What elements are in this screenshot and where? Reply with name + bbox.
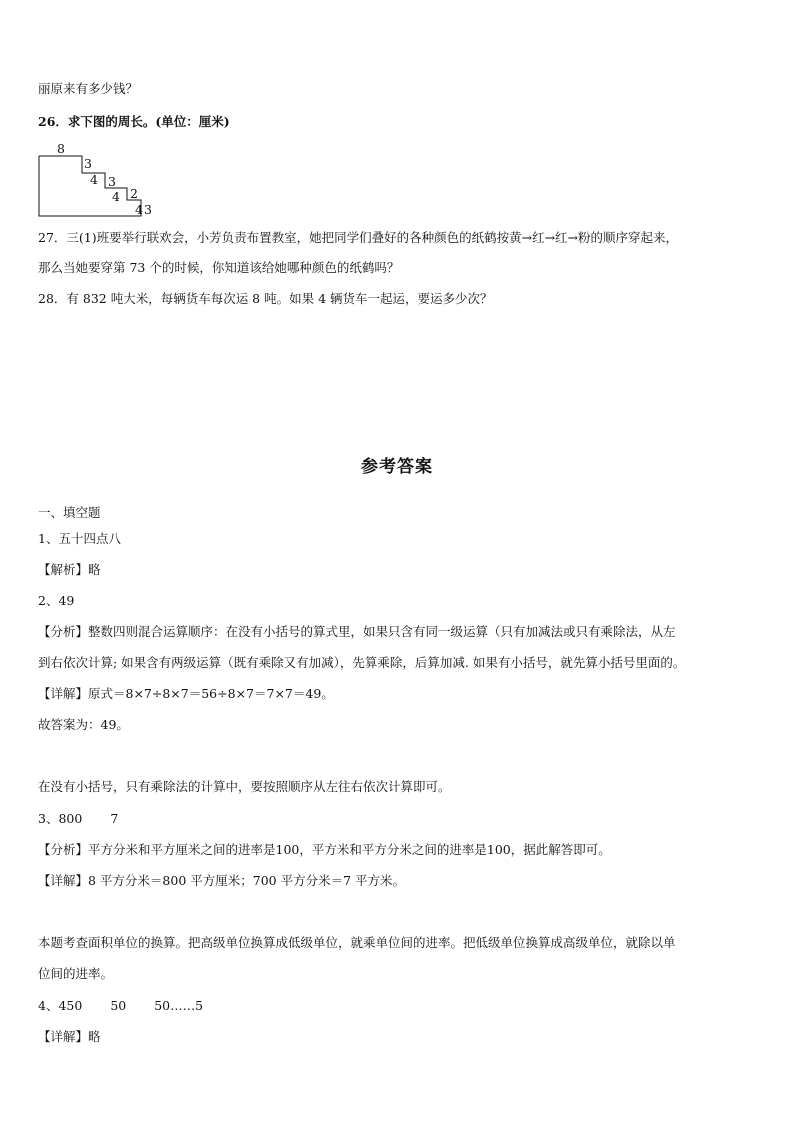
fig-label-step3-width: 4 — [135, 202, 143, 217]
fig-label-step2-width: 4 — [112, 189, 120, 204]
q27-line1: 27．三(1)班要举行联欢会，小芳负责布置教室，她把同学们叠好的各种颜色的纸鹤按黄→红→红→粉的顺序穿起来， — [38, 230, 679, 245]
a1-analysis: 【解析】略 — [38, 562, 101, 577]
a4-answer-b: 50 — [110, 998, 127, 1013]
fig-label-step2-height: 3 — [108, 174, 116, 189]
a3-answer — [38, 810, 118, 828]
fig-label-step3-height: 2 — [130, 186, 138, 201]
fig-label-step1-height: 3 — [84, 156, 92, 171]
q27-line2: 那么当她要穿第 73 个的时候，你知道该给她哪种颜色的纸鹤吗？ — [38, 260, 400, 275]
a3-answer-a: 3、800 — [38, 811, 83, 826]
q26-question: 26．求下图的周长。(单位：厘米) — [38, 114, 230, 129]
answer-title: 参考答案 — [361, 457, 433, 477]
a4-answer-a: 4、450 — [38, 998, 83, 1013]
a3-note-line1: 本题考查面积单位的换算。把高级单位换算成低级单位，就乘单位间的进率。把低级单位换算成高级单位，就除以单 — [38, 935, 676, 950]
a4-detail: 【详解】略 — [38, 1029, 101, 1044]
a2-analysis-line2: 到右依次计算; 如果含有两级运算（既有乘除又有加减），先算乘除，后算加减. 如果有小括号，就先算小括号里面的。 — [38, 655, 686, 670]
a1-answer: 1、五十四点八 — [38, 531, 121, 546]
a3-analysis: 【分析】平方分米和平方厘米之间的进率是100，平方米和平方分米之间的进率是100，据此解答即可。 — [38, 842, 611, 857]
a2-answer: 2、49 — [38, 593, 75, 608]
a4-answer-c: 50……5 — [154, 998, 204, 1013]
fig-label-step1-width: 4 — [90, 172, 98, 187]
a2-conclusion: 故答案为：49。 — [38, 717, 129, 732]
a2-detail: 【详解】原式＝8×7÷8×7＝56÷8×7＝7×7＝49。 — [38, 686, 334, 701]
a2-analysis-line1: 【分析】整数四则混合运算顺序：在没有小括号的算式里，如果只含有同一级运算（只有加减法或只有乘除法，从左 — [38, 624, 676, 639]
fig-label-right-height: 3 — [144, 202, 152, 217]
staircase-figure — [38, 143, 168, 219]
a3-answer-b: 7 — [110, 811, 119, 826]
q28-question: 28．有 832 吨大米，每辆货车每次运 8 吨。如果 4 辆货车一起运，要运多少次？ — [38, 291, 493, 306]
a3-note-line2: 位间的进率。 — [38, 966, 114, 981]
section-heading: 一、填空题 — [38, 505, 101, 520]
q25-tail: 丽原来有多少钱？ — [38, 81, 139, 96]
a4-answer — [38, 997, 203, 1015]
a3-detail: 【详解】8 平方分米＝800 平方厘米；700 平方分米＝7 平方米。 — [38, 873, 406, 888]
a2-note: 在没有小括号，只有乘除法的计算中，要按照顺序从左往右依次计算即可。 — [38, 779, 451, 794]
fig-label-top: 8 — [57, 143, 65, 156]
